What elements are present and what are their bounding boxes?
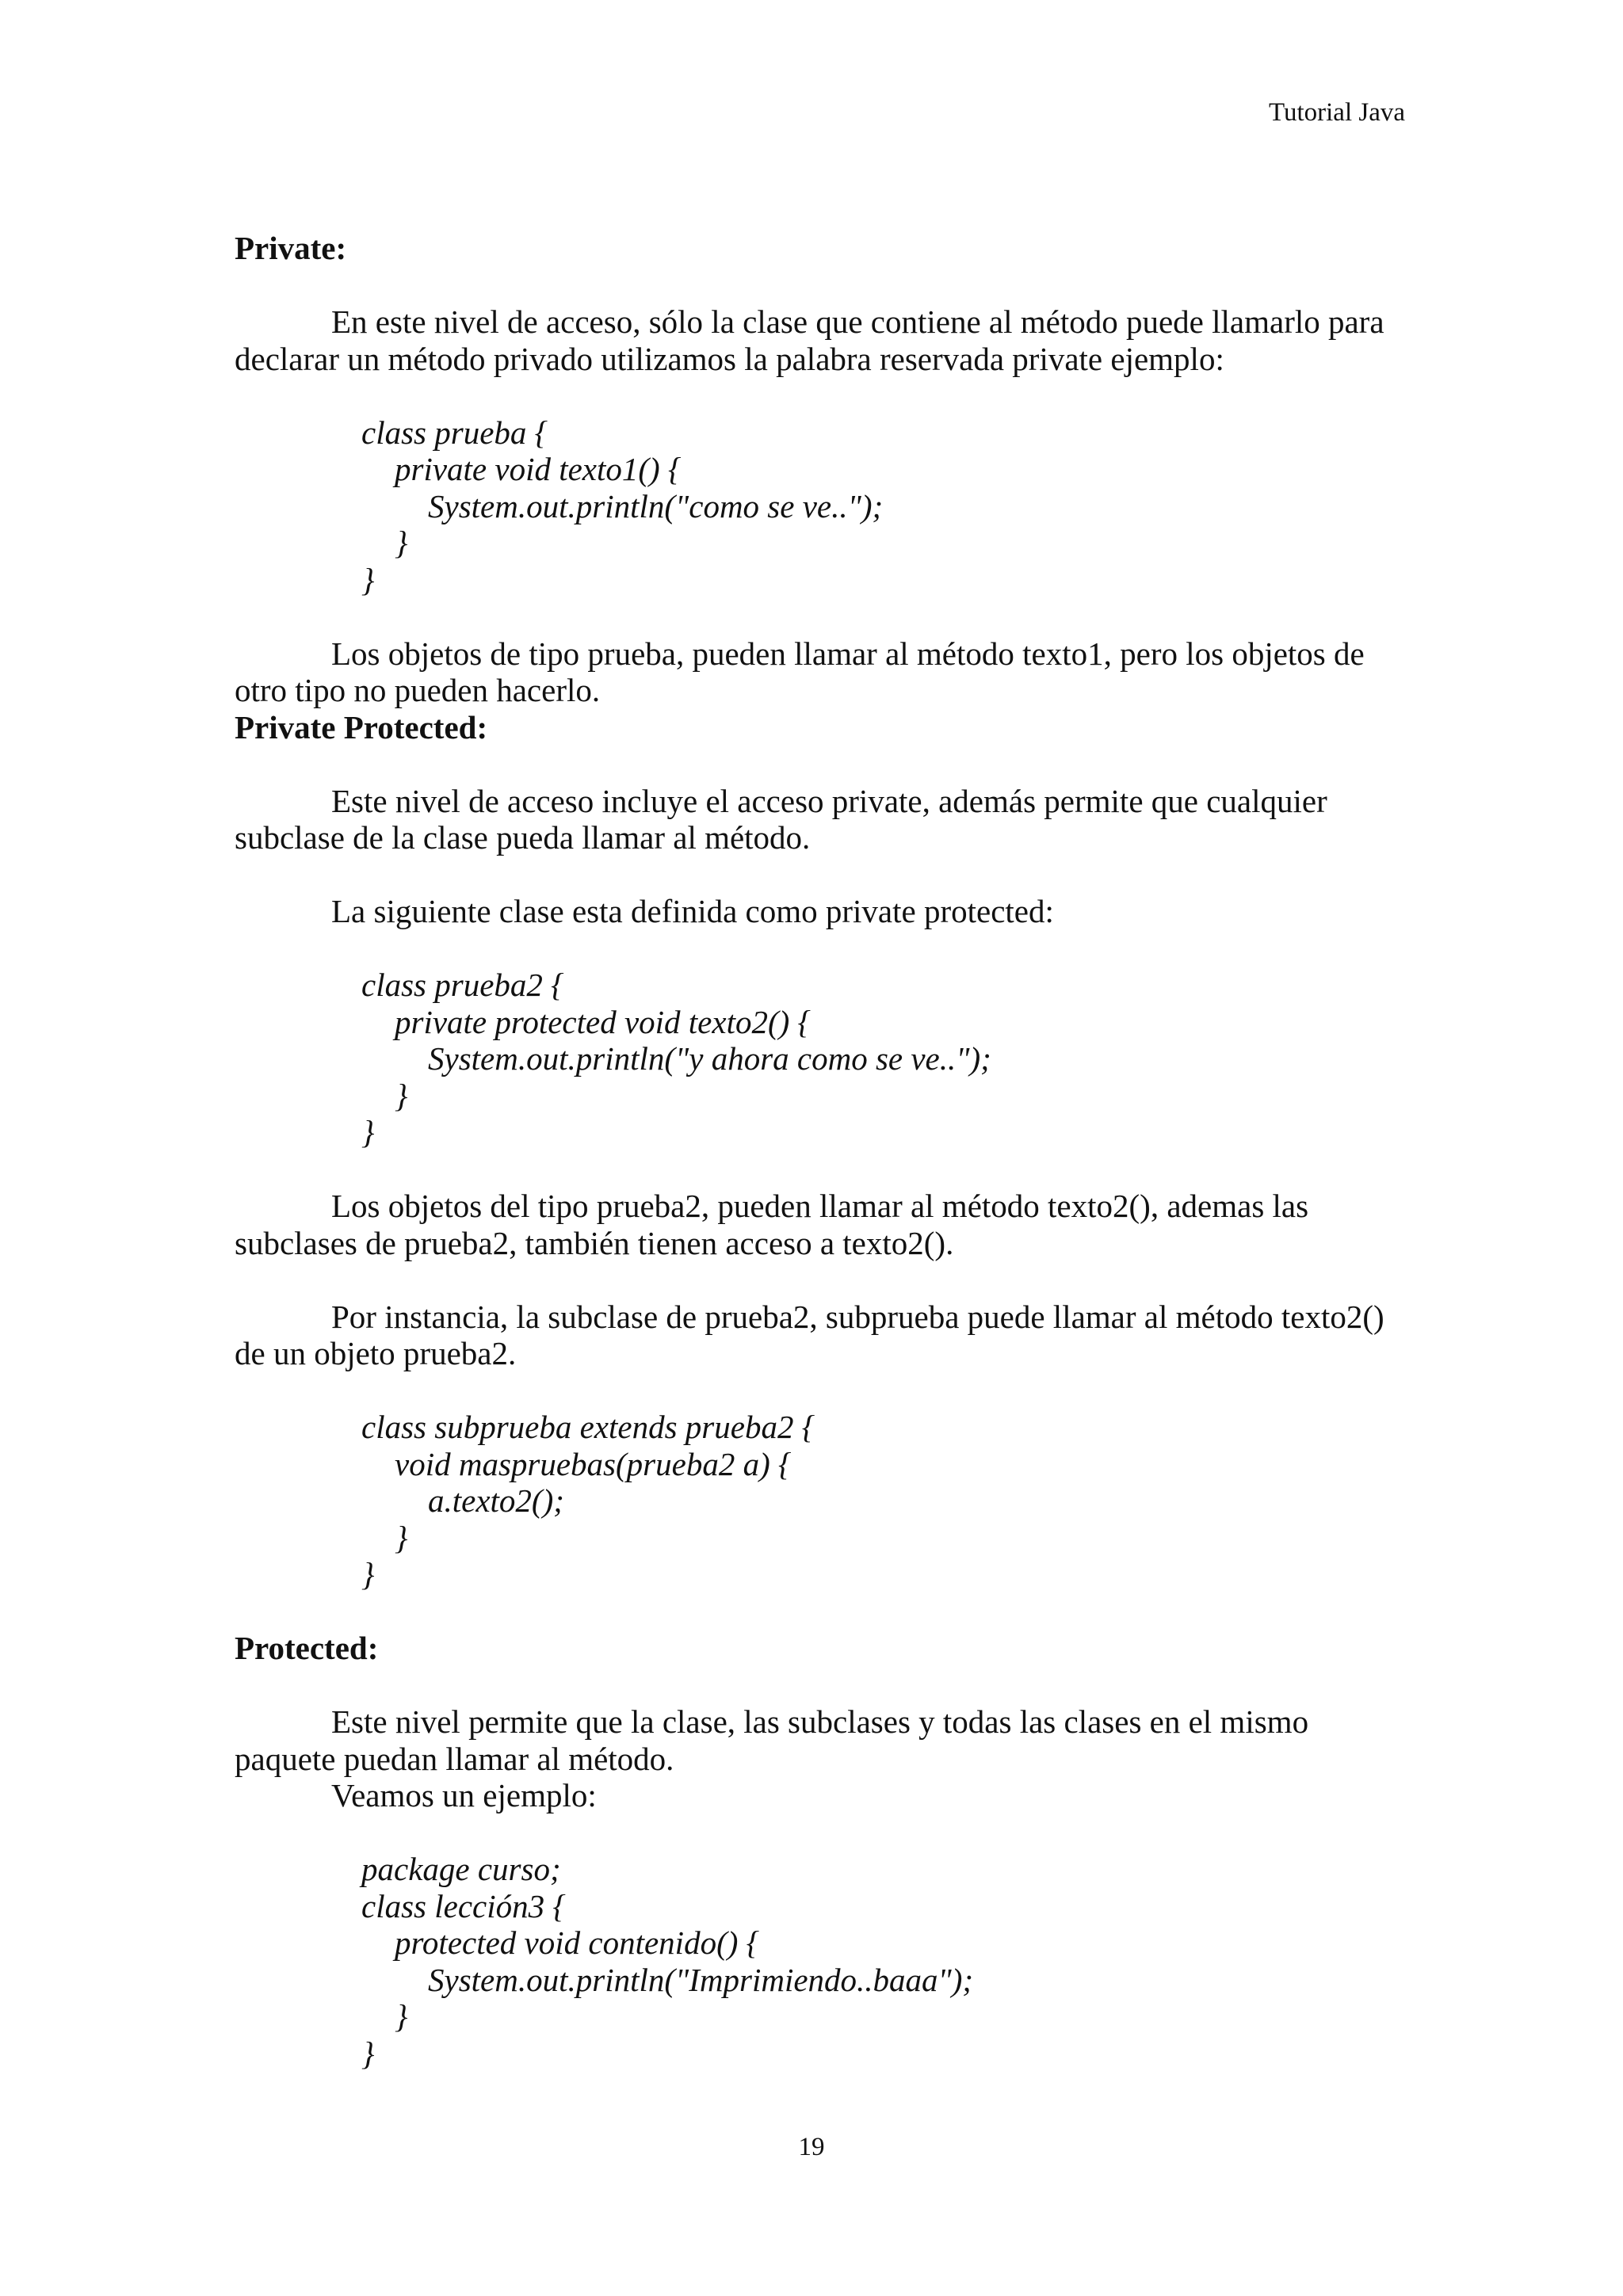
code-line: private protected void texto2() { xyxy=(395,1003,811,1040)
code-block-leccion3 xyxy=(361,1851,1407,2072)
code-line: System.out.println("Imprimiendo..baaa"); xyxy=(428,1961,974,1998)
paragraph-private-intro: En este nivel de acceso, sólo la clase que contiene al método puede llamarlo para declarar un método privado utilizamos la palabra reservada private ejemplo: xyxy=(235,303,1384,377)
code-line: a.texto2(); xyxy=(428,1482,564,1519)
code-line: class prueba2 { xyxy=(361,967,564,1003)
code-line: package curso; xyxy=(361,1851,561,1887)
code-line: } xyxy=(361,1556,375,1592)
code-line: System.out.println("como se ve.."); xyxy=(428,487,884,524)
paragraph-private-after: Los objetos de tipo prueba, pueden llamar al método texto1, pero los objetos de otro tipo no pueden hacerlo. xyxy=(235,635,1365,708)
paragraph-private-protected-lead: La siguiente clase esta definida como private protected: xyxy=(331,893,1054,929)
code-line: } xyxy=(395,1077,408,1114)
page-number: 19 xyxy=(798,2133,825,2161)
section-heading-private-protected: Private Protected: xyxy=(235,708,488,746)
code-block-subprueba xyxy=(361,1409,1407,1593)
paragraph-protected-lead: Veamos un ejemplo: xyxy=(331,1777,597,1814)
section-heading-protected: Protected: xyxy=(235,1630,379,1666)
code-line: } xyxy=(395,524,408,561)
paragraph-protected-intro: Este nivel permite que la clase, las subclases y todas las clases en el mismo paquete puedan llamar al método. xyxy=(235,1703,1309,1777)
code-line: private void texto1() { xyxy=(395,451,682,487)
section-heading-private: Private: xyxy=(235,230,347,266)
code-line: } xyxy=(361,561,375,598)
code-line: System.out.println("y ahora como se ve.."); xyxy=(428,1040,991,1077)
paragraph-private-protected-after1: Los objetos del tipo prueba2, pueden llamar al método texto2(), ademas las subclases de prueba2, también tienen acceso a texto2(). xyxy=(235,1188,1309,1261)
code-line: class lección3 { xyxy=(361,1887,566,1924)
code-line: } xyxy=(361,2035,375,2072)
code-line: void maspruebas(prueba2 a) { xyxy=(395,1445,792,1482)
running-header: Tutorial Java xyxy=(1268,98,1405,127)
code-line: } xyxy=(395,1998,408,2035)
code-line: protected void contenido() { xyxy=(395,1924,760,1961)
paragraph-private-protected-after2: Por instancia, la subclase de prueba2, subprueba puede llamar al método texto2() de un objeto prueba2. xyxy=(235,1298,1384,1371)
code-line: } xyxy=(395,1519,408,1556)
paragraph-private-protected-intro: Este nivel de acceso incluye el acceso private, además permite que cualquier subclase de la clase pueda llamar al método. xyxy=(235,782,1327,856)
code-block-prueba xyxy=(361,414,1407,599)
code-line: class prueba { xyxy=(361,414,548,451)
code-block-prueba2 xyxy=(361,967,1407,1151)
code-line: class subprueba extends prueba2 { xyxy=(361,1409,815,1445)
code-line: } xyxy=(361,1114,375,1150)
page-content xyxy=(235,230,1407,2072)
